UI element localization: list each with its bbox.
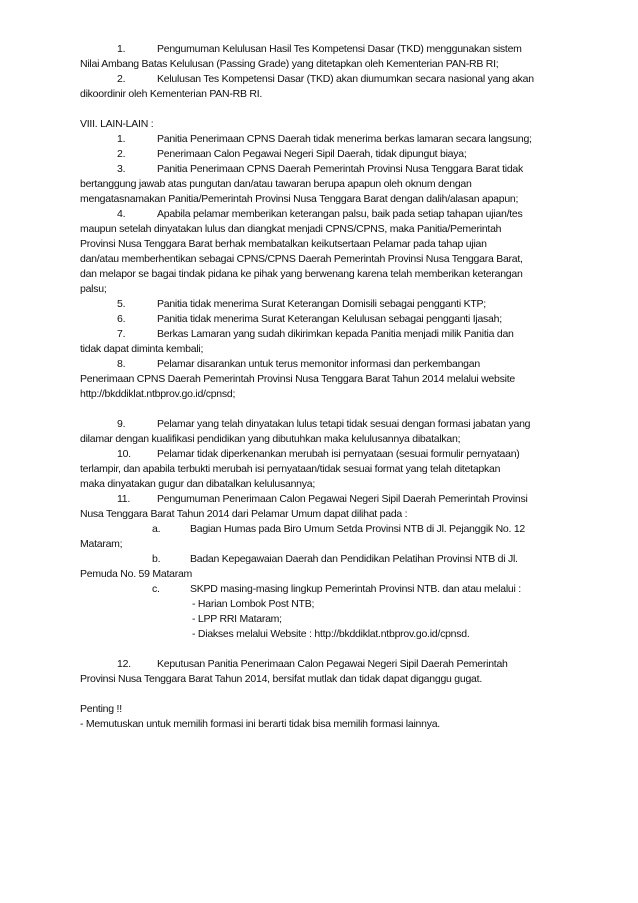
- list-item-line: [80, 417, 566, 432]
- sub-item-letter: c.: [152, 583, 160, 595]
- list-item-text: Pelamar yang telah dinyatakan lulus tetapi tidak sesuai dengan formasi jabatan yang: [157, 418, 531, 430]
- spacer: [80, 402, 566, 417]
- list-item-number: 3.: [117, 163, 126, 175]
- spacer: [80, 642, 566, 657]
- list-item-text: Panitia Penerimaan CPNS Daerah tidak menerima berkas lamaran secara langsung;: [157, 133, 532, 145]
- list-item-line: dan melapor se bagai tindak pidana ke pihak yang berwenang karena telah memberikan keterangan: [80, 268, 523, 280]
- list-item-line: dilamar dengan kualifikasi pendidikan yang dibutuhkan maka kelulusannya dibatalkan;: [80, 433, 461, 445]
- sub-item-text: SKPD masing-masing lingkup Pemerintah Provinsi NTB. dan atau melalui :: [190, 583, 521, 595]
- list-item-line: [80, 162, 566, 177]
- sub-item-line: [80, 522, 566, 537]
- list-item: [80, 297, 566, 312]
- sub-item-text: Bagian Humas pada Biro Umum Setda Provinsi NTB di Jl. Pejanggik No. 12: [190, 523, 525, 535]
- list-item-line: [80, 492, 566, 507]
- list-item-line: maka dinyatakan gugur dan dibatalkan kelulusannya;: [80, 478, 316, 490]
- list-item-number: 6.: [117, 313, 126, 325]
- list-item-line: [80, 657, 566, 672]
- paragraph-text: Pengumuman Kelulusan Hasil Tes Kompetensi Dasar (TKD) menggunakan sistem: [157, 43, 522, 55]
- paragraph-line: Nilai Ambang Batas Kelulusan (Passing Grade) yang ditetapkan oleh Kementerian PAN-RB RI;: [80, 58, 499, 70]
- list-item-text: Pelamar disarankan untuk terus memonitor informasi dan perkembangan: [157, 358, 480, 370]
- penting-note: - Memutuskan untuk memilih formasi ini berarti tidak bisa memilih formasi lainnya.: [80, 718, 440, 730]
- list-item-line: [80, 297, 566, 312]
- document-page: [80, 42, 566, 732]
- section-heading: VIII. LAIN-LAIN :: [80, 118, 154, 130]
- list-item-line: Nusa Tenggara Barat Tahun 2014 dari Pelamar Umum dapat dilihat pada :: [80, 508, 408, 520]
- list-item-line: mengatasnamakan Panitia/Pemerintah Provinsi Nusa Tenggara Barat dengan dalih/alasan apapun;: [80, 193, 519, 205]
- sub-item-letter: a.: [152, 523, 161, 535]
- list-item-line: [80, 447, 566, 462]
- list-item-number: 11.: [117, 493, 131, 505]
- list-item: [80, 417, 566, 447]
- sub-item: [80, 522, 566, 552]
- list-item-line: [80, 132, 566, 147]
- paragraph-line: [80, 72, 566, 87]
- list-item-line: [80, 312, 566, 327]
- location-sub-list: [80, 522, 566, 597]
- paragraph-line: dikoordinir oleh Kementerian PAN-RB RI.: [80, 88, 263, 100]
- sub-item-line: Mataram;: [80, 538, 123, 550]
- list-item: [80, 492, 566, 522]
- list-item-line: [80, 357, 566, 372]
- dash-item: [80, 597, 566, 612]
- sub-item-line: [80, 582, 566, 597]
- paragraph-number: 1.: [117, 43, 126, 55]
- list-item-text: Apabila pelamar memberikan keterangan palsu, baik pada setiap tahapan ujian/tes: [157, 208, 523, 220]
- list-item-line: dan/atau memberhentikan sebagai CPNS/CPNS Daerah Pemerintah Provinsi Nusa Tenggara Barat,: [80, 253, 523, 265]
- list-item: [80, 162, 566, 207]
- list-item: [80, 147, 566, 162]
- list-item-number: 8.: [117, 358, 126, 370]
- list-item-number: 10.: [117, 448, 131, 460]
- list-item-line: Penerimaan CPNS Daerah Pemerintah Provinsi Nusa Tenggara Barat Tahun 2014 melalui website: [80, 373, 515, 385]
- list-item-number: 9.: [117, 418, 126, 430]
- item-12: [80, 657, 566, 687]
- list-item-line: http://bkddiklat.ntbprov.go.id/cpnsd;: [80, 388, 236, 400]
- list-item-number: 12.: [117, 658, 131, 670]
- list-item: [80, 132, 566, 147]
- list-item-line: Provinsi Nusa Tenggara Barat Tahun 2014, bersifat mutlak dan tidak dapat diganggu gugat.: [80, 673, 482, 685]
- list-item: [80, 312, 566, 327]
- list-item-line: palsu;: [80, 283, 107, 295]
- spacer: [80, 102, 566, 117]
- spacer: [80, 687, 566, 702]
- paragraph-2: [80, 72, 566, 102]
- list-item-line: terlampir, dan apabila terbukti merubah isi pernyataan/tidak sesuai format yang telah ditetapkan: [80, 463, 501, 475]
- list-item-text: Panitia Penerimaan CPNS Daerah Pemerintah Provinsi Nusa Tenggara Barat tidak: [157, 163, 524, 175]
- sub-item-line: [80, 552, 566, 567]
- paragraph-text: Kelulusan Tes Kompetensi Dasar (TKD) akan diumumkan secara nasional yang akan: [157, 73, 534, 85]
- list-item: [80, 357, 566, 402]
- list-item-number: 1.: [117, 133, 126, 145]
- sub-item-text: Badan Kepegawaian Daerah dan Pendidikan Pelatihan Provinsi NTB di Jl.: [190, 553, 518, 565]
- list-item-line: tidak dapat diminta kembali;: [80, 343, 204, 355]
- list-item-text: Panitia tidak menerima Surat Keterangan Domisili sebagai pengganti KTP;: [157, 298, 486, 310]
- list-item-text: Keputusan Panitia Penerimaan Calon Pegawai Negeri Sipil Daerah Pemerintah: [157, 658, 508, 670]
- list-item: [80, 447, 566, 492]
- paragraph-number: 2.: [117, 73, 126, 85]
- list-item-number: 4.: [117, 208, 126, 220]
- sub-item-line: Pemuda No. 59 Mataram: [80, 568, 193, 580]
- list-item-number: 5.: [117, 298, 126, 310]
- sub-item-letter: b.: [152, 553, 161, 565]
- dash-item-text: - Harian Lombok Post NTB;: [192, 598, 315, 610]
- list-item-text: Pelamar tidak diperkenankan merubah isi pernyataan (sesuai formulir pernyataan): [157, 448, 520, 460]
- list-item-number: 2.: [117, 148, 126, 160]
- list-item-line: [80, 207, 566, 222]
- list-item-line: [80, 147, 566, 162]
- paragraph-line: [80, 42, 566, 57]
- media-dash-list: [80, 597, 566, 642]
- dash-item-text: - Diakses melalui Website : http://bkddiklat.ntbprov.go.id/cpnsd.: [192, 628, 470, 640]
- dash-item: [80, 627, 566, 642]
- sub-item: [80, 552, 566, 582]
- list-item: [80, 327, 566, 357]
- list-item-line: [80, 327, 566, 342]
- sub-item: [80, 582, 566, 597]
- list-item-text: Pengumuman Penerimaan Calon Pegawai Negeri Sipil Daerah Pemerintah Provinsi: [157, 493, 528, 505]
- dash-item-text: - LPP RRI Mataram;: [192, 613, 282, 625]
- list-item-line: bertanggung jawab atas pungutan dan/atau tawaran berupa apapun oleh oknum dengan: [80, 178, 472, 190]
- dash-item: [80, 612, 566, 627]
- list-item-text: Penerimaan Calon Pegawai Negeri Sipil Daerah, tidak dipungut biaya;: [157, 148, 467, 160]
- list-item-line: Provinsi Nusa Tenggara Barat berhak membatalkan keikutsertaan Pelamar pada tahap ujian: [80, 238, 487, 250]
- list-item-line: maupun setelah dinyatakan lulus dan diangkat menjadi CPNS/CPNS, maka Panitia/Pemerintah: [80, 223, 502, 235]
- list-item: [80, 207, 566, 297]
- penting-heading: Penting !!: [80, 703, 122, 715]
- lain-lain-list: [80, 132, 566, 522]
- list-item-number: 7.: [117, 328, 126, 340]
- paragraph-1: [80, 42, 566, 72]
- list-item-text: Berkas Lamaran yang sudah dikirimkan kepada Panitia menjadi milik Panitia dan: [157, 328, 514, 340]
- list-item-text: Panitia tidak menerima Surat Keterangan Kelulusan sebagai pengganti Ijasah;: [157, 313, 502, 325]
